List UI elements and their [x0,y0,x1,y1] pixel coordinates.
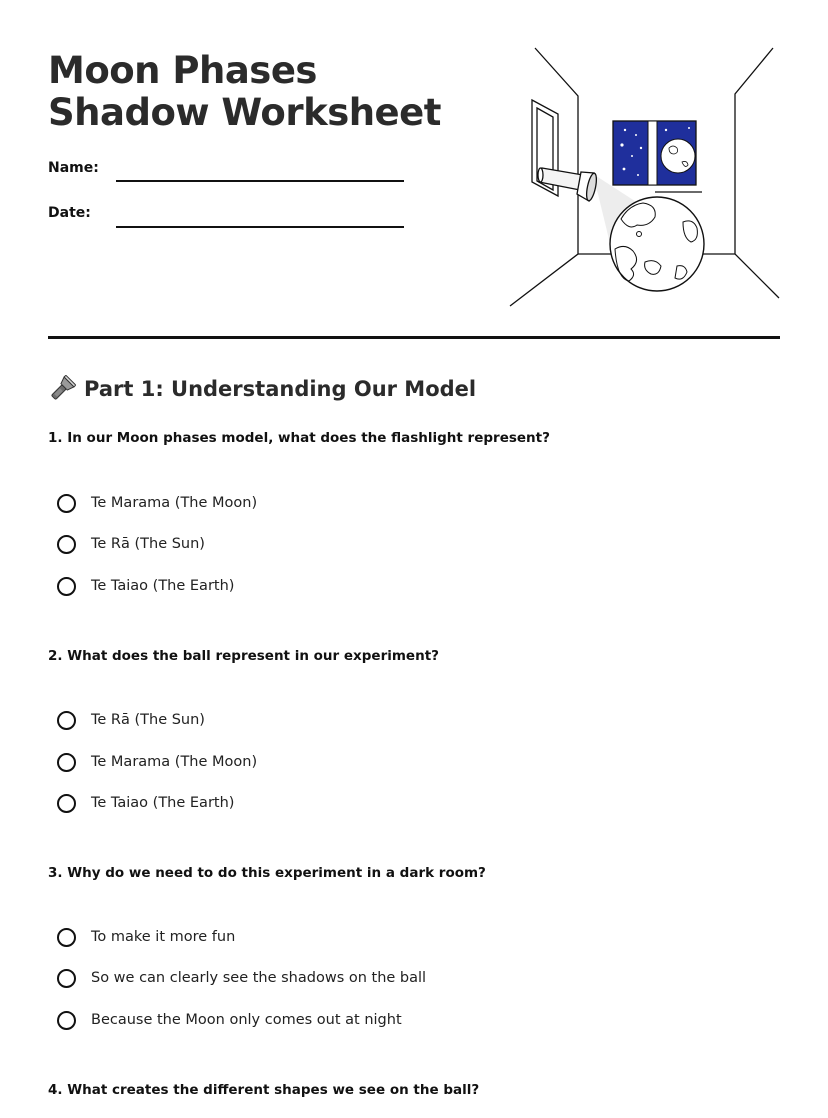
question-2: 2. What does the ball represent in our experiment? [48,648,439,664]
option-label: Te Marama (The Moon) [91,495,258,511]
flashlight-icon [48,375,76,403]
q1-option-2[interactable] [57,532,205,556]
name-field[interactable] [116,180,404,182]
option-label: Te Taiao (The Earth) [91,795,235,811]
part1-heading [48,374,476,404]
option-label: Te Taiao (The Earth) [91,578,235,594]
option-label: Because the Moon only comes out at night [91,1012,402,1028]
option-label: Te Rā (The Sun) [91,712,205,728]
window-night-sky [613,121,702,192]
question-1: 1. In our Moon phases model, what does the flashlight represent? [48,430,550,446]
radio-circle-icon[interactable] [57,794,76,813]
q2-option-3[interactable] [57,791,234,815]
option-label: So we can clearly see the shadows on the ball [91,970,427,986]
q3-option-2[interactable] [57,966,426,990]
q2-option-2[interactable] [57,750,257,774]
name-label: Name: [48,160,99,176]
ball-drawing [610,197,704,291]
radio-circle-icon[interactable] [57,969,76,988]
radio-circle-icon[interactable] [57,494,76,513]
radio-circle-icon[interactable] [57,1011,76,1030]
option-label: Te Rā (The Sun) [91,536,205,552]
worksheet-title: Moon Phases Shadow Worksheet [48,49,441,134]
date-field[interactable] [116,226,404,228]
q3-option-3[interactable] [57,1008,402,1032]
q1-option-1[interactable] [57,491,257,515]
date-label: Date: [48,205,91,221]
q2-option-1[interactable] [57,708,205,732]
q3-option-1[interactable] [57,925,235,949]
question-4: 4. What creates the different shapes we see on the ball? [48,1082,480,1098]
radio-circle-icon[interactable] [57,711,76,730]
option-label: Te Marama (The Moon) [91,754,258,770]
room-flashlight-ball-illustration [505,44,785,310]
radio-circle-icon[interactable] [57,577,76,596]
radio-circle-icon[interactable] [57,928,76,947]
section-divider [48,336,780,339]
radio-circle-icon[interactable] [57,753,76,772]
radio-circle-icon[interactable] [57,535,76,554]
q1-option-3[interactable] [57,574,234,598]
part1-heading-text: Part 1: Understanding Our Model [84,377,477,401]
option-label: To make it more fun [91,929,236,945]
question-3: 3. Why do we need to do this experiment in a dark room? [48,865,486,881]
